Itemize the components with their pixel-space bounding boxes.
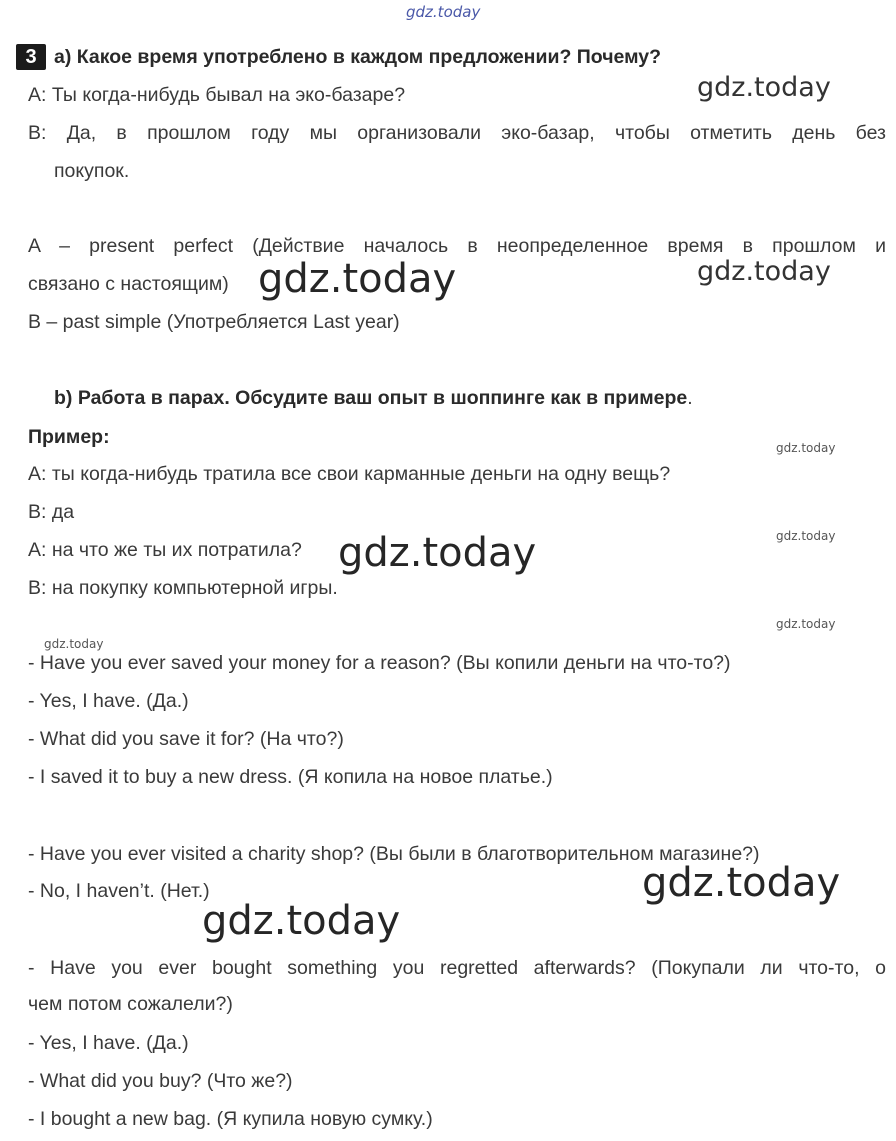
dialog3-line: - What did you buy? (Что же?) (28, 1070, 293, 1092)
watermark: gdz.today (776, 617, 836, 631)
watermark-top: gdz.today (406, 3, 481, 21)
answer-b: B – past simple (Употребляется Last year) (28, 311, 400, 333)
watermark: gdz.today (776, 529, 836, 543)
dialog1-line: - Have you ever saved your money for a reason? (Вы копили деньги на что-то?) (28, 652, 731, 674)
dialogue-b1-line2: покупок. (54, 160, 130, 182)
dialog3-line1: - Have you ever bought something you regretted afterwards? (Покупали ли что-то, о (28, 957, 886, 979)
dialog1-line: - Yes, I have. (Да.) (28, 690, 189, 712)
part-a-title: a) Какое время употреблено в каждом предложении? Почему? (54, 46, 662, 68)
dialogue-a1: A: Ты когда-нибудь бывал на эко-базаре? (28, 84, 406, 106)
watermark: gdz.today (258, 256, 457, 302)
watermark: gdz.today (776, 441, 836, 455)
example-label: Пример: (28, 426, 110, 448)
dialog2-line: - Have you ever visited a charity shop? (Вы были в благотворительном магазине?) (28, 843, 760, 865)
dialog2-line: - No, I haven’t. (Нет.) (28, 880, 210, 902)
part-b-title-row (54, 386, 693, 410)
watermark: gdz.today (44, 637, 104, 651)
watermark: gdz.today (338, 530, 537, 576)
example-line: A: на что же ты их потратила? (28, 539, 302, 561)
watermark: gdz.today (202, 898, 401, 944)
part-b-title-end: . (687, 387, 693, 409)
watermark: gdz.today (697, 256, 831, 287)
dialog3-line: - I bought a new bag. (Я купила новую сумку.) (28, 1108, 433, 1130)
watermark: gdz.today (697, 72, 831, 103)
answer-a-line2: связано с настоящим) (28, 273, 229, 295)
example-line: B: да (28, 501, 75, 523)
answer-a-line1: A – present perfect (Действие началось в неопределенное время в прошлом и (28, 235, 886, 257)
example-line: A: ты когда-нибудь тратила все свои карманные деньги на одну вещь? (28, 463, 671, 485)
dialog3-line: - Yes, I have. (Да.) (28, 1032, 189, 1054)
dialogue-b1-line1: B: Да, в прошлом году мы организовали эко-базар, чтобы отметить день без (28, 122, 886, 144)
exercise-number-badge: 3 (16, 44, 46, 70)
part-b-title: b) Работа в парах. Обсудите ваш опыт в шоппинге как в примере (54, 387, 688, 409)
dialog3-line2: чем потом сожалели?) (28, 993, 233, 1015)
example-line: B: на покупку компьютерной игры. (28, 577, 338, 599)
dialog1-line: - What did you save it for? (На что?) (28, 728, 344, 750)
dialog1-line: - I saved it to buy a new dress. (Я копила на новое платье.) (28, 766, 553, 788)
watermark: gdz.today (642, 860, 841, 906)
